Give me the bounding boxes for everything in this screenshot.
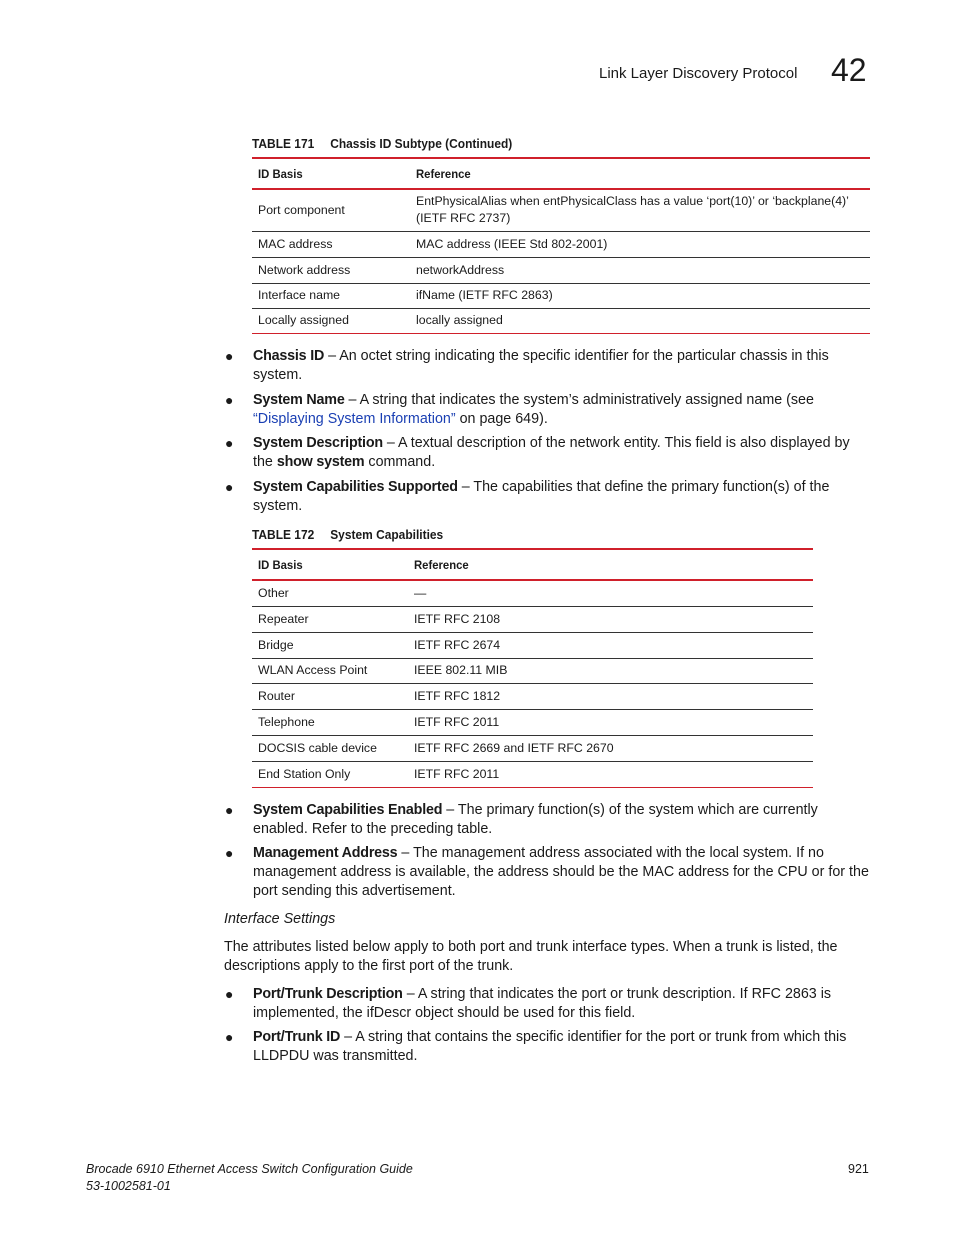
table-cell: IETF RFC 2011 <box>408 761 813 787</box>
table171-header-reference: Reference <box>410 158 870 189</box>
command-term: show system <box>276 454 365 470</box>
table-row <box>252 308 870 333</box>
table-cell: Network address <box>252 257 410 283</box>
table-cell: Repeater <box>252 606 408 632</box>
table-cell: ifName (IETF RFC 2863) <box>410 283 870 308</box>
footer-doc-number: 53-1002581-01 <box>86 1179 171 1193</box>
table-row <box>252 735 813 761</box>
table-cell: Router <box>252 683 408 709</box>
table172 <box>252 548 813 788</box>
bullet-port-trunk-description <box>225 985 870 1025</box>
table-cell: End Station Only <box>252 761 408 787</box>
bullet-management-address <box>225 844 870 904</box>
table-cell: EntPhysicalAlias when entPhysicalClass has a value ‘port(10)’ or ‘backplane(4)’ (IETF RFC 2737) <box>410 189 870 231</box>
table-cell: Telephone <box>252 709 408 735</box>
section-title: Link Layer Discovery Protocol <box>599 65 798 82</box>
footer-doc-title: Brocade 6910 Ethernet Access Switch Configuration Guide <box>86 1162 413 1176</box>
subheading-interface-settings: Interface Settings <box>224 911 336 927</box>
table172-header-reference: Reference <box>408 549 813 580</box>
bullet-system-capabilities-enabled <box>225 801 870 841</box>
bullet-icon: ● <box>225 802 234 818</box>
table-cell: IEEE 802.11 MIB <box>408 658 813 683</box>
table-row <box>252 761 813 787</box>
table-cell: IETF RFC 2674 <box>408 632 813 658</box>
table171-caption <box>252 136 512 151</box>
bullet-term: System Description <box>253 435 383 451</box>
bullet-term: Management Address <box>253 845 398 861</box>
bullet-port-trunk-id <box>225 1028 870 1068</box>
intro-paragraph: The attributes listed below apply to both port and trunk interface types. When a trunk is listed, the descriptions apply to the first port of the trunk. <box>224 939 838 974</box>
table-row <box>252 606 813 632</box>
bullet-chassis-id <box>225 347 870 387</box>
table-cell: WLAN Access Point <box>252 658 408 683</box>
chapter-number: 42 <box>831 52 867 88</box>
table-cell: Interface name <box>252 283 410 308</box>
table172-label: TABLE 172 <box>252 527 315 542</box>
table-cell: MAC address <box>252 231 410 257</box>
table-row <box>252 683 813 709</box>
table-cell: Bridge <box>252 632 408 658</box>
table171 <box>252 157 870 334</box>
bullet-system-name <box>225 391 870 431</box>
table-cell: IETF RFC 2011 <box>408 709 813 735</box>
bullet-text: – A textual description of the network entity. This field is also displayed by the <box>253 435 850 470</box>
table-cell: locally assigned <box>410 308 870 333</box>
bullet-icon: ● <box>225 392 234 408</box>
bullet-icon: ● <box>225 348 234 364</box>
table-cell: IETF RFC 2669 and IETF RFC 2670 <box>408 735 813 761</box>
table-row <box>252 189 870 231</box>
bullet-text: – The primary function(s) of the system which are currently enabled. Refer to the preceding table. <box>253 802 818 837</box>
bullet-text: – A string that indicates the port or trunk description. If RFC 2863 is implemented, the ifDescr object should be used for this field. <box>253 986 832 1021</box>
table-cell: DOCSIS cable device <box>252 735 408 761</box>
bullet-text: command. <box>364 454 436 470</box>
bullet-text: – A string that indicates the system’s administratively assigned name (see <box>344 392 814 408</box>
table172-caption <box>252 527 443 542</box>
bullet-term: Chassis ID <box>253 348 325 364</box>
bullet-icon: ● <box>225 1029 234 1045</box>
table-cell: — <box>408 580 813 606</box>
bullet-term: Port/Trunk Description <box>253 986 403 1002</box>
bullet-text: – A string that contains the specific identifier for the port or trunk from which this LLDPDU was transmitted. <box>253 1029 847 1064</box>
table-row <box>252 580 813 606</box>
table-cell: networkAddress <box>410 257 870 283</box>
table-row <box>252 658 813 683</box>
bullet-system-capabilities-supported <box>225 478 870 518</box>
table-cell: IETF RFC 2108 <box>408 606 813 632</box>
table-row <box>252 709 813 735</box>
bullet-icon: ● <box>225 479 234 495</box>
xref-link[interactable]: “Displaying System Information” <box>253 411 456 427</box>
bullet-term: System Capabilities Supported <box>253 479 458 495</box>
bullet-text: – The management address associated with the local system. If no management address is available, the address should be the MAC address for the CPU or for the port sending this advertisement. <box>253 845 869 899</box>
table-row <box>252 283 870 308</box>
table-cell: Port component <box>252 189 410 231</box>
footer-page-number: 921 <box>848 1162 869 1176</box>
bullet-text: – The capabilities that define the primary function(s) of the system. <box>253 479 830 514</box>
bullet-icon: ● <box>225 435 234 451</box>
bullet-term: System Capabilities Enabled <box>253 802 443 818</box>
table-cell: Other <box>252 580 408 606</box>
table171-label: TABLE 171 <box>252 136 315 151</box>
table-row <box>252 632 813 658</box>
table172-title: System Capabilities <box>330 527 444 542</box>
table171-title: Chassis ID Subtype (Continued) <box>330 136 513 151</box>
table-cell: IETF RFC 1812 <box>408 683 813 709</box>
table-row <box>252 231 870 257</box>
table-cell: Locally assigned <box>252 308 410 333</box>
bullet-text: on page 649). <box>455 411 548 427</box>
table172-header-idbasis: ID Basis <box>252 549 408 580</box>
table-cell: MAC address (IEEE Std 802-2001) <box>410 231 870 257</box>
bullet-system-description <box>225 434 870 474</box>
bullet-icon: ● <box>225 845 234 861</box>
bullet-icon: ● <box>225 986 234 1002</box>
table-row <box>252 257 870 283</box>
bullet-text: – An octet string indicating the specific identifier for the particular chassis in this system. <box>253 348 829 383</box>
table171-header-idbasis: ID Basis <box>252 158 410 189</box>
bullet-term: Port/Trunk ID <box>253 1029 341 1045</box>
bullet-term: System Name <box>253 392 345 408</box>
